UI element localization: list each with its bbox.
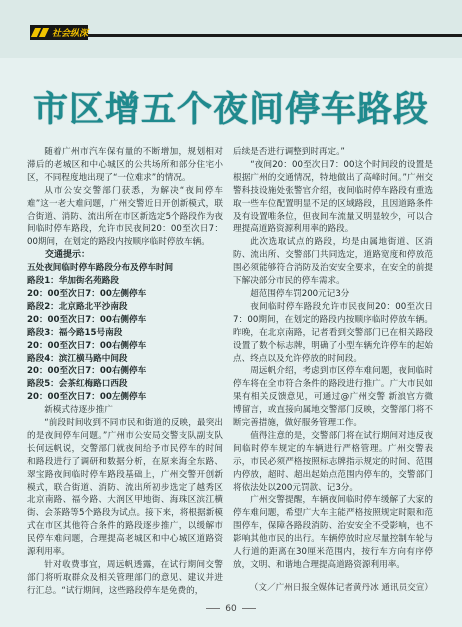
- left-column: [27, 146, 223, 598]
- section-badge: [30, 25, 88, 40]
- paragraph: 针对收费事宜，周远帆透露，在试行期间交警部门将听取群众及相关管理部门的意见、建议并进行汇总。“试行期间，这些路段停车是免费的，: [27, 560, 223, 596]
- paragraph: 夜间临时停车路段允许市民夜间20：00至次日7：00期间，在划定的路段内按顺序临时停放车辆。昨晚，在北京南路，记者看到交警部门已在相关路段设置了数个标志牌，明确了小型车辆允许停车的起始点、终点以及允许停放的时间段。: [233, 301, 433, 364]
- header-stripe: [30, 34, 462, 37]
- paragraph: 值得注意的是，交警部门将在试行期间对违反夜间临时停车规定的车辆进行严格管理。广州交警表示，市民必须严格按照标志牌指示规定的时间、范围内停放，超时、超出起始点范围内停车的，交警部门将依法处以200元罚款、记3分。: [233, 430, 433, 493]
- route-item: 路段3：福今路15号南段: [27, 327, 123, 338]
- paragraph: 后续是否进行调整到时再定。”: [233, 147, 345, 157]
- info-subheading: 五处夜间临时停车路段分布及停车时间: [27, 263, 174, 274]
- paragraph: “前段时间收到不同市民和街道的反映，最突出的是夜间停车问题。”广州市公安局交警支队副支队长何远帆说，交警部门就夜间给予市民停车的时间和路段进行了调研和数据分析，在原来海全东路、翠宝路夜间临时停车路段基础上，广州交警开创新模式，联合街道、消防、流出所初步选定了越秀区北京南路、福今路、大润区甲地街、海珠区滨江横街、会茶路等5个路段为试点。接下来，将根据新模式在市区其他符合条件的路段逐步推广，以缓解市民停车难问题，合理提高老城区和中心城区道路资源利用率。: [27, 418, 223, 558]
- route-time: 20：00至次日7：00左侧停车: [27, 288, 147, 299]
- route-time: 20：00至次日7：00右侧停车: [27, 366, 147, 377]
- route-item: 路段4：滨江横马路中间段: [27, 353, 128, 364]
- route-time: 20：00至次日7：00右侧停车: [27, 314, 147, 325]
- page-number: 60: [0, 604, 462, 614]
- route-item: 路段1：华加街名苑路段: [27, 276, 119, 287]
- paragraph: “夜间20：00至次日7：00这个时间段的设置是根据广州的交通情况，特地做出了高峰时间。”广州交警科技设施处张警官介绍，夜间临时停车路段有重选取一些车位配置明显不足的区域路段，且因道路条件及有设置唯条位，但夜间车流量又明显较少，可以合理提高道路资源利用率的路段。: [233, 159, 433, 235]
- info-heading: 交通提示：: [45, 250, 91, 261]
- route-item: 路段2：北京路北平沙南段: [27, 301, 128, 312]
- article-title: 市区增五个夜间停车路段: [32, 89, 429, 130]
- subheading: 超范围停车罚200元记3分: [250, 288, 350, 299]
- route-item: 路段5：会茶红梅路口西段: [27, 379, 128, 390]
- paragraph: 周远帆介绍，考虑到市区停车难问题，夜间临时停车将在全市符合条件的路段进行推广。广大市民如果有相关反馈意见，可通过@广州交警 新浪官方微博留言，或直接向属地交警部门反映，交警部门将不断完善措施，做好服务管理工作。: [233, 366, 433, 429]
- article-credit: （文／广州日报全媒体记者黄丹冰 通讯员交宣）: [249, 582, 433, 593]
- paragraph: 广州交警提醒，车辆夜间临时停车缓解了大家的停车难问题，希望广大车主能严格按照规定时限和范围停车，保障各路段消防、治安安全不受影响，也不影响其他市民的出行。车辆停放时应尽量控制车轮与人行道的距离在30厘米范围内，按行车方向有序停放，文明、和谐地合理提高道路资源利用率。: [233, 495, 433, 570]
- paragraph: 从市公安交警部门获悉，为解决“夜间停车难”这一老大难问题，广州交警近日开创新模式，联合街道、消防、流出所在市区新选定5个路段作为夜间临时停车路段，允许市民夜间20：00至次日7：00期间，在划定的路段内按顺序临时停放车辆。: [27, 185, 223, 248]
- section-label: 社会纵深: [51, 29, 88, 39]
- route-time: 20：00至次日7：00右侧停车: [27, 340, 147, 351]
- paragraph: 此次选取试点的路段，均是由属地街道、区消防、流出所、交警部门共同选定，道路宽度和停放范围必须能够符合消防及治安安全要求，在安全的前提下解决部分市民的停车需求。: [233, 237, 433, 287]
- subheading: 新模式待逐步推广: [44, 405, 113, 416]
- paragraph: 随着广州市汽车保有量的不断增加，规划相对滞后的老城区和中心城区的公共场所和部分住宅小区，不同程度地出现了“一位难求”的情况。: [27, 147, 223, 183]
- route-time: 20：00至次日7：00左侧停车: [27, 392, 147, 403]
- right-column: [233, 146, 433, 595]
